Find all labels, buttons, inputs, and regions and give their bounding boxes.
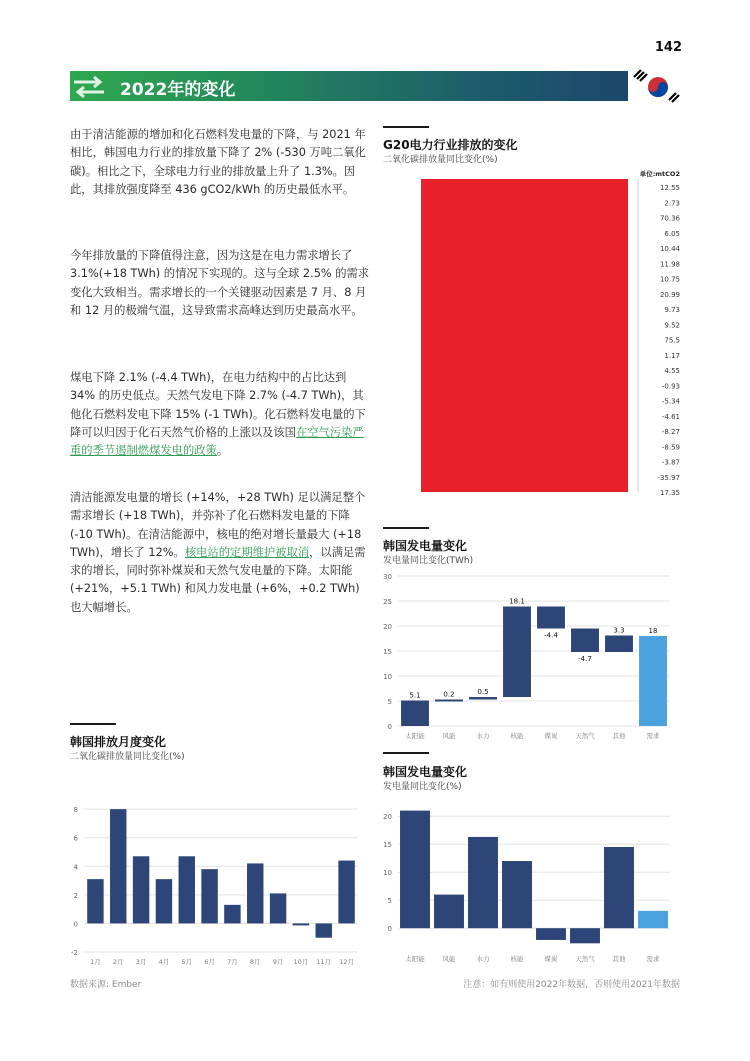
korea-pct-chart-rule — [383, 752, 429, 754]
x-tick-label: 水力 — [476, 732, 490, 740]
south-korea-flag-icon — [628, 67, 680, 105]
bar — [536, 928, 566, 940]
bar — [502, 861, 532, 928]
g20-value-label: -35.97 — [657, 473, 680, 482]
y-tick-label: 15 — [383, 648, 392, 656]
x-tick-label: 需求 — [646, 955, 660, 963]
coal-policy-link[interactable]: 在空气污染严重的季节遏制燃煤发电的政策 — [70, 425, 364, 458]
x-tick-label: 太阳能 — [405, 732, 425, 740]
g20-value-label: 9.73 — [664, 306, 680, 314]
y-tick-label: 10 — [383, 869, 392, 878]
g20-value-label: 10.44 — [659, 245, 680, 253]
g20-value-label: 4.55 — [664, 367, 680, 375]
g20-chart-title: G20电力行业排放的变化 — [383, 138, 518, 152]
x-tick-label: 8月 — [249, 958, 261, 966]
x-tick-label: 4月 — [158, 958, 170, 966]
g20-value-label: 75.5 — [664, 336, 680, 345]
bar — [338, 861, 354, 924]
y-tick-label: 20 — [383, 813, 392, 822]
korea-twh-chart-title: 韩国发电量变化 — [383, 539, 468, 553]
bar — [179, 856, 195, 923]
bar — [639, 636, 667, 726]
bar — [156, 879, 172, 923]
bar-value-label: 5.1 — [409, 691, 421, 700]
bar — [468, 837, 498, 928]
korea-twh-chart-rule — [383, 527, 429, 529]
korea-twh-chart-subtitle: 发电量同比变化(TWh) — [383, 556, 474, 566]
y-tick-label: 15 — [383, 841, 392, 850]
y-tick-label: 4 — [73, 863, 78, 872]
x-tick-label: 其他 — [612, 732, 626, 740]
bar — [571, 629, 599, 653]
x-tick-label: 9月 — [272, 958, 284, 966]
g20-chart-rule — [383, 126, 429, 128]
y-tick-label: 10 — [383, 673, 392, 681]
bar-value-label: -4.7 — [578, 655, 592, 663]
bar — [224, 905, 240, 924]
page-number: 142 — [654, 40, 682, 55]
x-tick-label: 煤炭 — [544, 955, 558, 963]
y-tick-label: 0 — [387, 723, 392, 731]
x-tick-label: 3月 — [135, 958, 147, 966]
g20-value-label: -8.27 — [661, 428, 680, 436]
x-tick-label: 天然气 — [575, 732, 595, 740]
bar-value-label: 18.1 — [509, 597, 525, 606]
bar — [133, 856, 149, 923]
g20-red-block — [421, 179, 628, 492]
bar — [270, 893, 286, 923]
korea-pct-chart-title: 韩国发电量变化 — [383, 765, 468, 779]
x-tick-label: 核能 — [510, 732, 524, 740]
bar — [401, 701, 429, 727]
bar — [293, 923, 309, 925]
korea-generation-twh-chart — [370, 566, 680, 746]
korea-monthly-chart-subtitle: 二氧化碳排放量同比变化(%) — [70, 752, 185, 762]
bar — [87, 879, 103, 923]
paragraph-fossil-decline — [70, 369, 370, 460]
paragraph-clean-growth — [70, 489, 370, 617]
y-tick-label: 20 — [383, 623, 392, 631]
bar — [604, 847, 634, 928]
x-tick-label: 风能 — [442, 732, 456, 740]
bar — [247, 863, 263, 923]
bar-value-label: 0.2 — [443, 690, 455, 699]
y-tick-label: -2 — [71, 949, 78, 957]
x-tick-label: 1月 — [90, 958, 101, 966]
y-tick-label: 25 — [383, 598, 392, 606]
g20-value-label: 20.99 — [659, 290, 680, 299]
g20-value-label: -3.87 — [661, 458, 680, 467]
x-tick-label: 核能 — [510, 955, 524, 963]
paragraph-clean-end: ，以满足需求的增长，同时弥补煤炭和天然气发电量的下降。太阳能 (+21%，+5.1 TWh) 和风力发电量 (+6%，+0.2 TWh) 也大幅增长。 — [70, 545, 366, 614]
paragraph-clean-text: 清洁能源发电量的增长 (+14%，+28 TWh) 足以满足整个需求增长 (+18 TWh)，并弥补了化石燃料发电量的下降 (-10 TWh)。在清洁能源中，核电的绝对增长量最大 (+18 TWh)，增长了 12%。 — [70, 491, 366, 559]
y-tick-label: 5 — [387, 897, 392, 906]
x-tick-label: 12月 — [339, 958, 354, 966]
x-tick-label: 其他 — [612, 955, 626, 963]
g20-value-label: 6.05 — [664, 229, 680, 238]
bar — [435, 700, 463, 702]
x-tick-label: 11月 — [316, 958, 332, 966]
x-tick-label: 天然气 — [575, 955, 595, 963]
g20-value-label: 1.17 — [664, 351, 680, 360]
bar — [110, 809, 126, 923]
g20-value-label: 9.52 — [664, 321, 680, 330]
x-tick-label: 煤炭 — [544, 732, 558, 740]
x-tick-label: 10月 — [293, 958, 309, 966]
g20-value-label: 70.36 — [659, 214, 680, 223]
x-tick-label: 需求 — [646, 732, 660, 740]
bar — [201, 869, 217, 923]
bar-value-label: 18 — [648, 627, 658, 635]
bar — [503, 607, 531, 698]
bar — [434, 895, 464, 929]
g20-value-label: 17.35 — [659, 489, 680, 496]
korea-monthly-chart-title: 韩国排放月度变化 — [70, 735, 167, 749]
y-tick-label: 8 — [73, 806, 78, 815]
y-tick-label: 6 — [73, 834, 78, 843]
exchange-arrows-icon — [70, 73, 110, 101]
korea-generation-pct-chart — [370, 795, 680, 967]
y-tick-label: 30 — [383, 573, 392, 581]
paragraph-fossil-end: 。 — [216, 444, 229, 458]
x-tick-label: 水力 — [476, 955, 490, 963]
g20-chart-subtitle: 二氧化碳排放量同比变化(%) — [383, 155, 498, 165]
x-tick-label: 风能 — [442, 955, 456, 963]
g20-value-label: -0.93 — [661, 382, 680, 391]
korea-monthly-emissions-chart — [62, 790, 362, 968]
g20-value-label: 11.98 — [659, 260, 680, 269]
bar — [638, 911, 668, 928]
footer-note: 注意：如有则使用2022年数据，否则使用2021年数据 — [463, 980, 680, 990]
bar — [316, 923, 332, 937]
x-tick-label: 5月 — [181, 958, 193, 966]
footer-source: 数据来源: Ember — [70, 980, 142, 990]
y-tick-label: 2 — [73, 891, 78, 900]
g20-value-label: 10.75 — [659, 275, 680, 284]
g20-value-label: -5.34 — [661, 397, 680, 406]
bar — [570, 928, 600, 943]
bar — [400, 811, 430, 929]
section-title: 2022年的变化 — [120, 80, 236, 100]
korea-pct-chart-subtitle: 发电量同比变化(%) — [383, 782, 462, 792]
paragraph-demand-growth: 今年排放量的下降值得注意，因为这是在电力需求增长了 3.1%(+18 TWh) 的情况下实现的。这与全球 2.5% 的需求变化大致相当。需求增长的一个关键驱动因素是 7 月、8 月和 12 月的极端气温，这导致需求高峰达到历史最高水平。 — [70, 249, 370, 317]
g20-emissions-chart — [383, 166, 683, 496]
y-tick-label: 5 — [387, 698, 392, 706]
nuclear-maintenance-link[interactable]: 核电站的定期维护被取消 — [184, 545, 310, 559]
bar — [469, 697, 497, 700]
g20-value-label: 2.73 — [664, 199, 680, 208]
x-tick-label: 2月 — [112, 958, 124, 966]
paragraph-emissions-decline: 由于清洁能源的增加和化石燃料发电量的下降，与 2021 年相比，韩国电力行业的排放量下降了 2% (-530 万吨二氧化碳)。相比之下，全球电力行业的排放量上升了 1.3%。因此，其排放强度降至 436 gCO2/kWh 的历史最低水平。 — [70, 128, 366, 196]
g20-value-label: -4.61 — [661, 412, 680, 421]
bar — [605, 636, 633, 653]
x-tick-label: 6月 — [204, 958, 215, 966]
paragraph-fossil-text: 煤电下降 2.1% (-4.4 TWh)，在电力结构中的占比达到 34% 的历史低点。天然气发电下降 2.7% (-4.7 TWh)，其他化石燃料发电下降 15% (-1 TWh)。化石燃料发电量的下降可以归因于化石天然气价格的上涨以及该国 — [70, 371, 366, 439]
x-tick-label: 7月 — [227, 958, 238, 966]
bar-value-label: -4.4 — [544, 631, 558, 640]
g20-value-label: 12.55 — [659, 184, 680, 192]
y-tick-label: 0 — [387, 925, 392, 934]
bar — [537, 607, 565, 629]
bar-value-label: 0.5 — [477, 688, 489, 696]
korea-monthly-chart-rule — [70, 723, 116, 725]
g20-unit-label: 单位:mtCO2 — [639, 170, 680, 178]
bar-value-label: 3.3 — [613, 626, 625, 635]
y-tick-label: 0 — [73, 920, 78, 929]
x-tick-label: 太阳能 — [405, 955, 425, 963]
g20-value-label: -8.59 — [661, 443, 680, 452]
